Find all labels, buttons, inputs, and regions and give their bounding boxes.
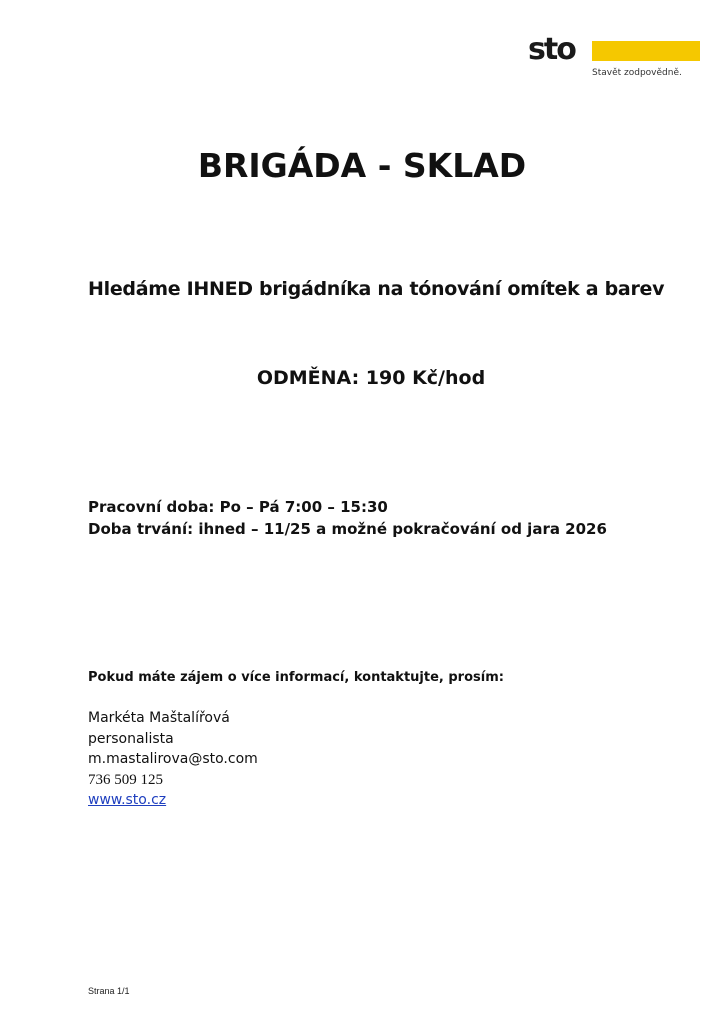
contact-email: m.mastalirova@sto.com xyxy=(88,751,258,767)
contact-heading: Pokud máte zájem o více informací, kontaktujte, prosím: xyxy=(88,670,504,685)
job-subtitle: Hledáme IHNED brigádníka na tónování omítek a barev xyxy=(88,278,665,300)
website-link[interactable]: www.sto.cz xyxy=(88,792,167,808)
pay-rate: ODMĚNA: 190 Kč/hod xyxy=(256,367,486,389)
logo-wordmark: sto xyxy=(528,32,575,67)
job-duration: Doba trvání: ihned – 11/25 a možné pokračování od jara 2026 xyxy=(88,520,607,538)
logo-yellow-bar xyxy=(592,41,700,61)
sto-logo xyxy=(528,32,703,88)
page-title: BRIGÁDA - SKLAD xyxy=(197,146,527,185)
logo-tagline: Stavět zodpovědně. xyxy=(592,68,682,78)
work-schedule xyxy=(88,496,607,540)
contact-name: Markéta Maštalířová xyxy=(88,710,230,726)
contact-phone: 736 509 125 xyxy=(88,771,163,788)
page-number: Strana 1/1 xyxy=(88,986,130,996)
working-hours: Pracovní doba: Po – Pá 7:00 – 15:30 xyxy=(88,498,388,516)
contact-block xyxy=(88,708,258,811)
contact-role: personalista xyxy=(88,730,174,747)
